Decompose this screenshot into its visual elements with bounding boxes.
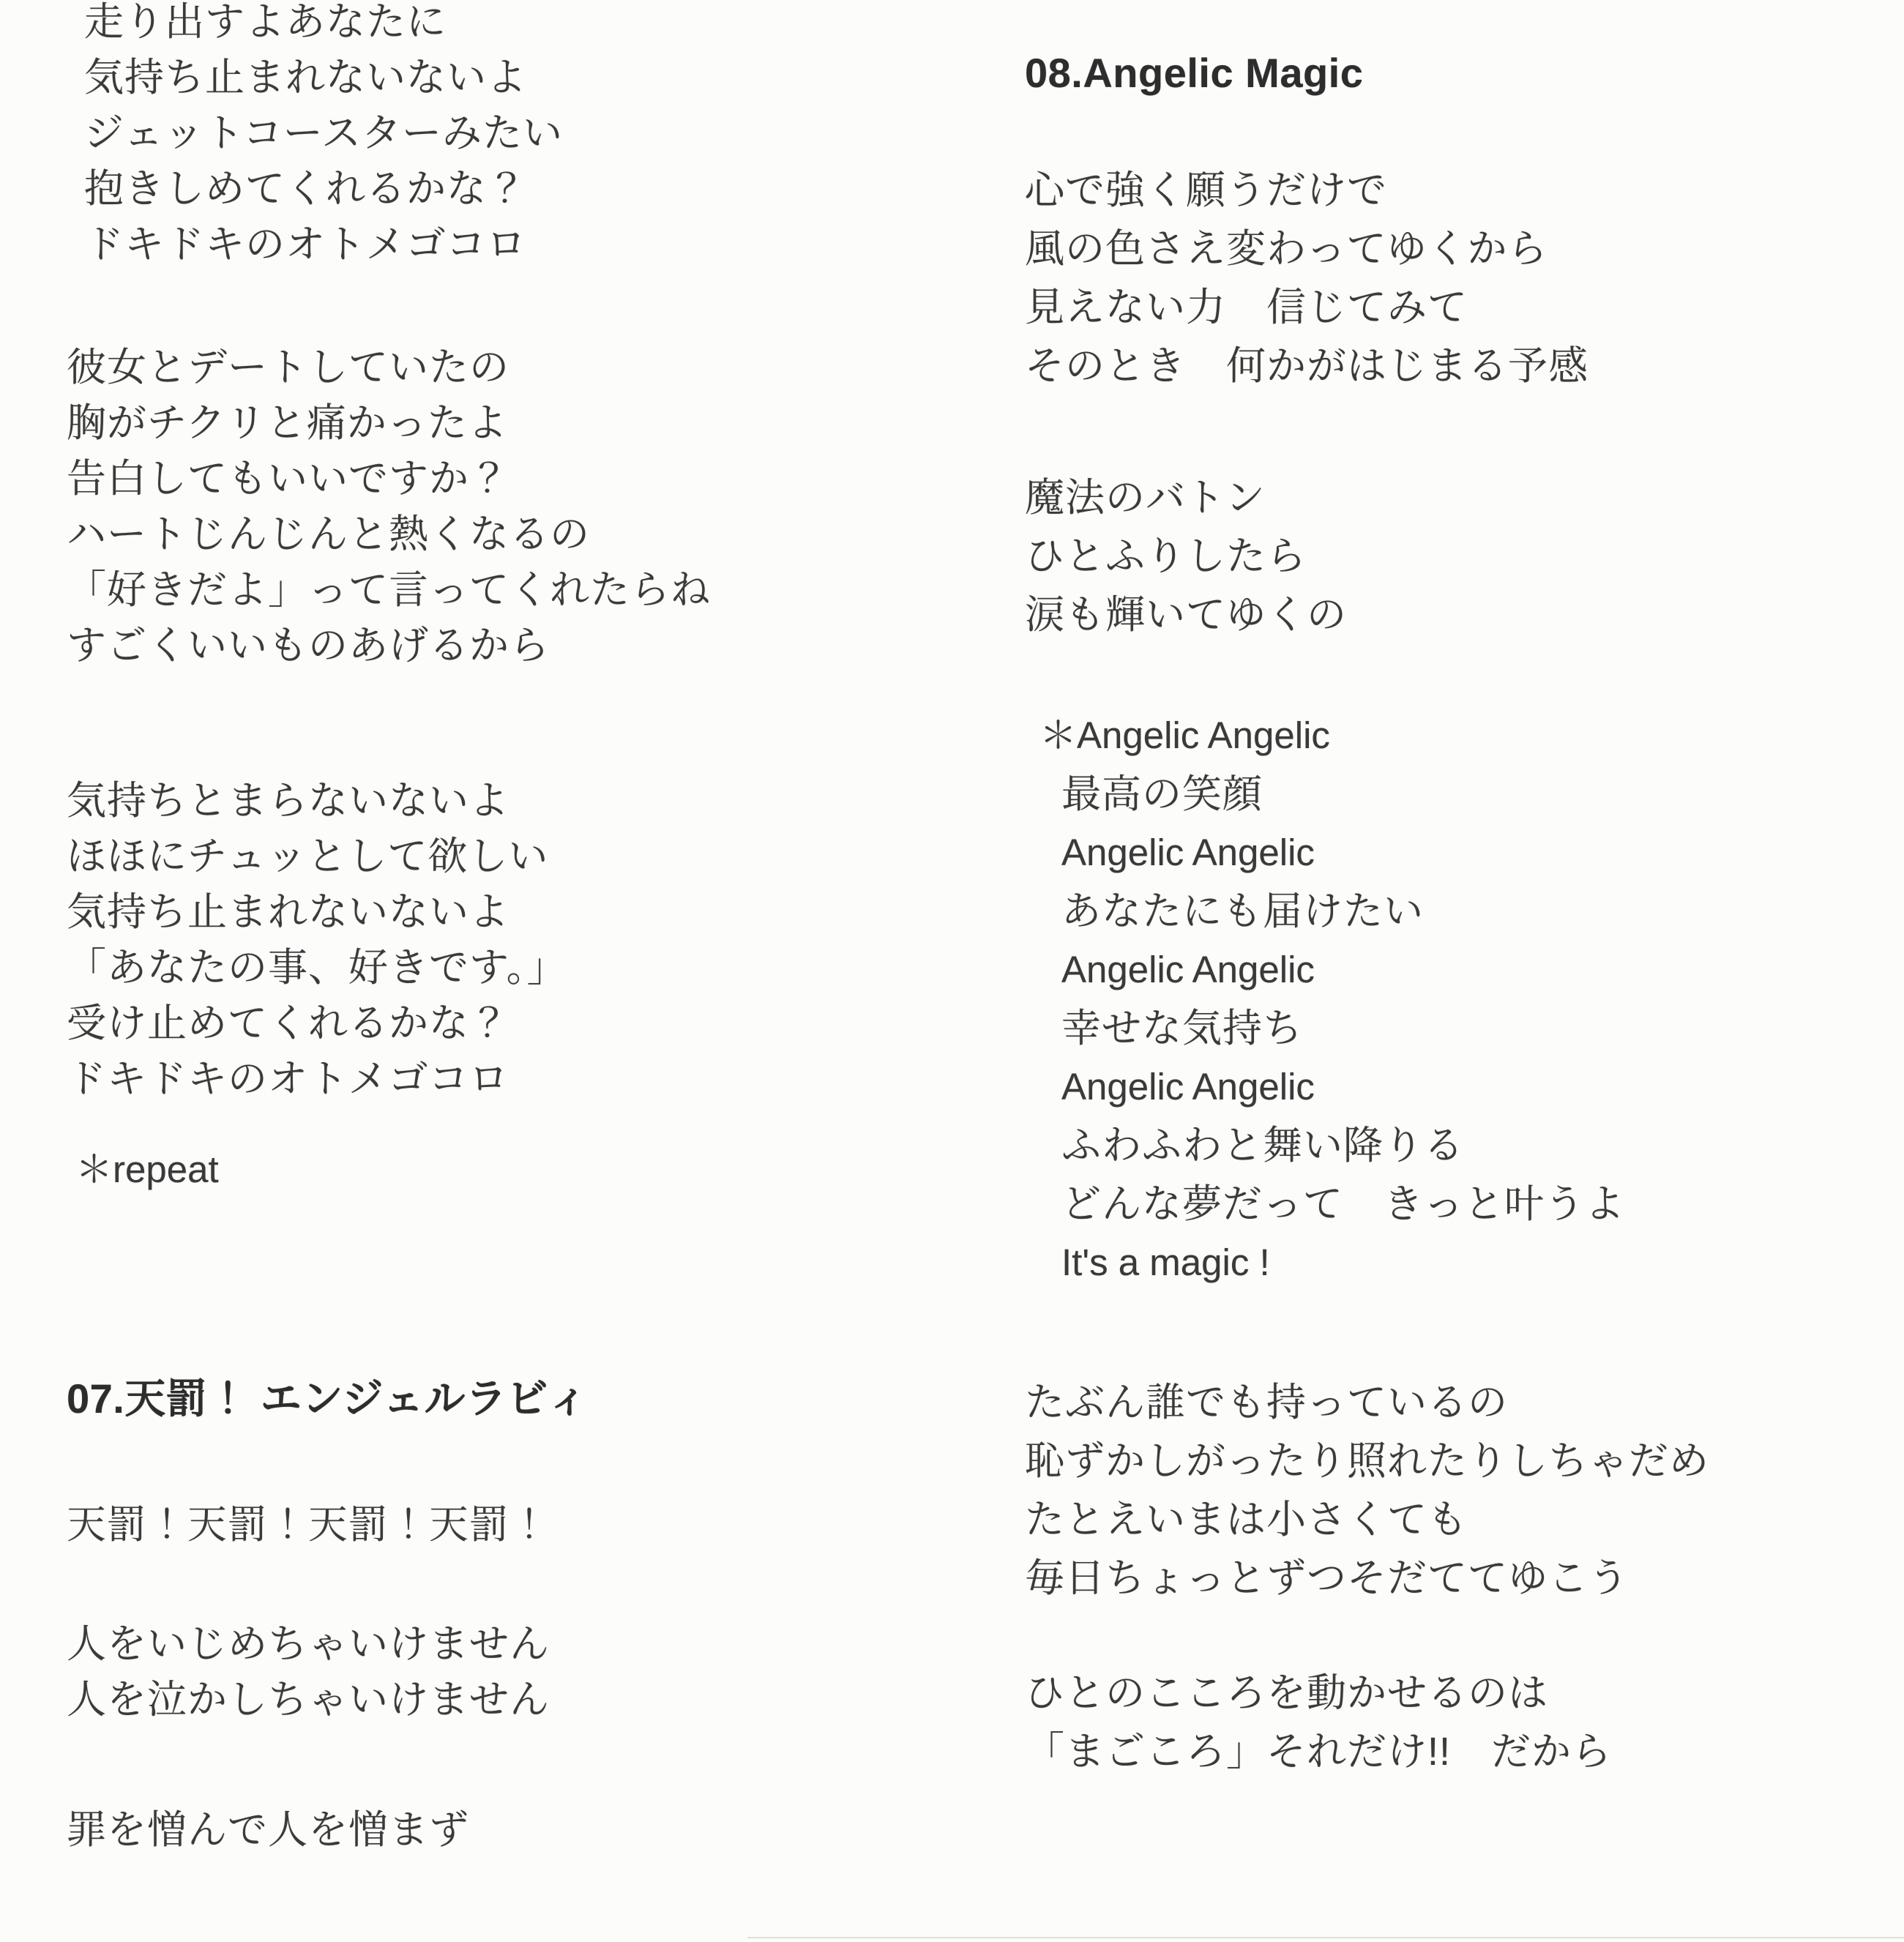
lyric-line: 風の色さえ変わってゆくから [1025, 227, 1548, 271]
lyric-line: 天罰！天罰！天罰！天罰！ [67, 1503, 550, 1547]
scan-edge-artifact [747, 1937, 1904, 1938]
lyric-line: 告白してもいいですか？ [67, 457, 509, 501]
song-title-08 [1025, 44, 1903, 102]
lyric-line: 走り出すよあなたに [84, 0, 447, 44]
lyric-line: It's a magic ! [1061, 1241, 1270, 1283]
stanza-otomegokoro-chorus [67, 0, 945, 272]
lyric-line: たぶん誰でも持っているの [1025, 1381, 1508, 1424]
lyric-line: すごくいいものあげるから [67, 624, 550, 668]
lyric-line: ジェットコースターみたい [84, 111, 564, 155]
lyric-line: 心で強く願うだけで [1025, 168, 1387, 212]
lyric-line: 人をいじめちゃいけません [67, 1622, 550, 1666]
lyric-line: 受け止めてくれるかな？ [67, 1001, 509, 1045]
lyric-line: 魔法のバトン [1025, 476, 1266, 520]
stanza-tenbatsu-shout [67, 1497, 945, 1553]
lyric-line: 「まごころ」それだけ!! だから [1025, 1730, 1613, 1774]
lyrics-column-right [1025, 0, 1903, 1942]
lyric-line: Angelic Angelic [1061, 949, 1315, 990]
lyric-line: そのとき 何かがはじまる予感 [1025, 344, 1588, 388]
stanza-angelic-verse3 [1025, 1373, 1903, 1607]
lyric-line: 見えない力 信じてみて [1025, 285, 1468, 329]
lyric-line: Angelic Angelic [1061, 1066, 1315, 1108]
stanza-angelic-chorus [1025, 706, 1903, 1292]
lyric-line: 胸がチクリと痛かったよ [67, 401, 508, 445]
lyric-line: 幸せな気持ち [1061, 1007, 1303, 1050]
lyric-line: 罪を憎んで人を憎まず [67, 1808, 469, 1852]
lyric-line: 毎日ちょっとずつそだててゆこう [1025, 1556, 1629, 1600]
lyric-line: 人を泣かしちゃいけません [67, 1678, 550, 1722]
lyric-line: 抱きしめてくれるかな？ [84, 167, 527, 211]
lyric-line: 気持ち止まれないないよ [84, 56, 527, 100]
lyric-line: どんな夢だって きっと叶うよ [1061, 1182, 1625, 1226]
song-title-text: 07.天罰！ エンジェルラビィ [67, 1375, 589, 1422]
lyric-line: たとえいまは小さくても [1025, 1498, 1468, 1542]
lyric-line: 涙も輝いてゆくの [1025, 593, 1347, 637]
stanza-otomegokoro-verse2 [67, 340, 945, 673]
lyric-line: ハートじんじんと熱くなるの [67, 512, 590, 556]
lyric-line: ほほにチュッとして欲しい [67, 834, 549, 878]
lyric-line: 恥ずかしがったり照れたりしちゃだめ [1025, 1439, 1709, 1483]
lyric-line: 気持ち止まれないないよ [67, 890, 509, 934]
lyric-line: 彼女とデートしていたの [67, 346, 509, 389]
lyric-line: ドキドキのオトメゴコロ [67, 1057, 509, 1101]
lyric-line: ひとのこころを動かせるのは [1025, 1671, 1548, 1715]
stanza-angelic-verse2 [1025, 468, 1903, 644]
lyric-line: あなたにも届けたい [1061, 889, 1424, 933]
repeat-mark [67, 1142, 945, 1198]
stanza-otomegokoro-chorus2 [67, 773, 945, 1107]
lyric-line: Angelic Angelic [1061, 832, 1315, 873]
lyric-line: 「あなたの事、好きです。」 [67, 946, 567, 990]
song-title-text: 08.Angelic Magic [1025, 50, 1364, 96]
lyric-line: 「好きだよ」って言ってくれたらね [67, 568, 711, 612]
lyric-line: 最高の笑顔 [1061, 772, 1263, 816]
stanza-tenbatsu-verse [67, 1616, 945, 1728]
lyric-line: ひとふりしたら [1025, 534, 1307, 578]
lyrics-column-left [67, 0, 945, 1942]
stanza-tenbatsu-line [67, 1802, 945, 1858]
song-title-07 [67, 1371, 945, 1427]
lyric-line: ふわふわと舞い降りる [1061, 1124, 1464, 1168]
stanza-angelic-verse1 [1025, 161, 1903, 395]
stanza-angelic-bridge [1025, 1664, 1903, 1781]
repeat-mark-label: ＊repeat [75, 1149, 219, 1190]
lyric-line: 気持ちとまらないないよ [67, 779, 509, 823]
lyric-line: ドキドキのオトメゴコロ [84, 223, 527, 266]
lyric-line: ＊Angelic Angelic [1039, 714, 1330, 756]
